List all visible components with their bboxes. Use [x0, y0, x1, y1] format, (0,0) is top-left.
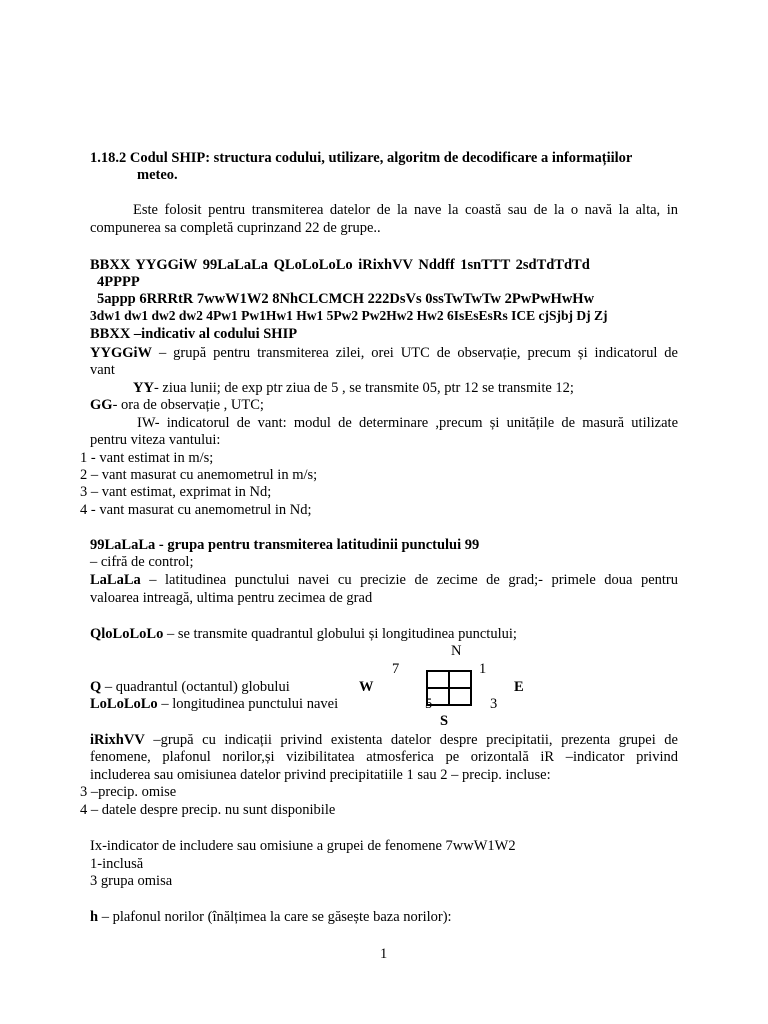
gg-desc: - ora de observație , UTC;: [112, 397, 264, 413]
gg-code: GG: [90, 397, 113, 413]
lon-definition: [90, 627, 517, 642]
quadrant-grid: [426, 670, 472, 706]
code-line: BBXX YYGGiW 99LaLaLa QLoLoLoLo iRixhVV Nddff 1snTTT 2sdTdTdTd: [90, 257, 590, 273]
lon-desc: – se transmite quadrantul globului și longitudinea punctului;: [163, 626, 517, 642]
code-line: 4PPPP: [97, 274, 140, 290]
yy-desc: - ziua lunii; de exp ptr ziua de 5 , se transmite 05, ptr 12 se transmite 12;: [153, 380, 574, 396]
list-item: 3 grupa omisa: [90, 873, 173, 889]
irix-desc: –grupă cu indicații privind existenta datelor despre precipitatii, prezenta grupei de: [144, 732, 678, 748]
irix-desc-cont: includerea sau omisiunea datelor privind precipitatiile 1 sau 2 – precip. incluse:: [90, 767, 551, 783]
lat-definition: [90, 573, 678, 588]
q-code: Q: [90, 679, 102, 695]
compass-w: W: [359, 679, 374, 695]
lat-code: LaLaLa: [90, 572, 141, 588]
intro-paragraph: Este folosit pentru transmiterea datelor de la nave la coastă sau de la o navă la alta, in: [133, 202, 678, 218]
quadrant-1: 1: [479, 661, 487, 677]
list-item: 3 – vant estimat, exprimat in Nd;: [80, 484, 272, 500]
section-heading: 1.18.2 Codul SHIP: structura codului, utilizare, algoritm de decodificare a informațiilor: [90, 150, 633, 166]
list-item: 2 – vant masurat cu anemometrul in m/s;: [80, 467, 318, 483]
lat-control: – cifră de control;: [90, 554, 194, 570]
lat-group-title: 99LaLaLa - grupa pentru transmiterea latitudinii punctului 99: [90, 537, 480, 553]
iw-definition: IW- indicatorul de vant: modul de determinare ,precum și unitățile de masură utilizate: [137, 415, 678, 431]
quadrant-5: 5: [425, 696, 433, 712]
irix-desc-cont: fenomene, plafonul norilor,și vizibilitatea atmosferica pe orizontală iR –indicator privind: [90, 749, 678, 765]
quadrant-3: 3: [490, 696, 498, 712]
code-line: 5appp 6RRRtR 7wwW1W2 8NhCLCMCH 222DsVs 0ssTwTwTw 2PwPwHwHw: [97, 291, 595, 307]
yyggiw-desc-cont: vant: [90, 362, 115, 378]
q-desc: – quadrantul (octantul) globului: [101, 679, 290, 695]
yyggiw-definition: [90, 346, 678, 361]
yyggiw-desc: – grupă pentru transmiterea zilei, orei UTC de observație, precum și indicatorul de: [152, 345, 678, 361]
yy-definition: [133, 381, 574, 396]
q-definition: [90, 680, 290, 695]
lo-desc: – longitudinea punctului navei: [157, 696, 339, 712]
ix-definition: Ix-indicator de includere sau omisiune a grupei de fenomene 7wwW1W2: [90, 838, 516, 854]
list-item: 1 - vant estimat in m/s;: [80, 450, 214, 466]
compass-n: N: [451, 643, 462, 659]
iw-definition-cont: pentru viteza vantului:: [90, 432, 221, 448]
gg-definition: [90, 398, 264, 413]
bbxx-definition: BBXX –indicativ al codului SHIP: [90, 326, 298, 342]
h-definition: [90, 910, 452, 925]
section-heading-cont: meteo.: [137, 167, 178, 183]
quadrant-7: 7: [392, 661, 400, 677]
code-line: 3dw1 dw1 dw2 dw2 4Pw1 Pw1Hw1 Hw1 5Pw2 Pw2Hw2 Hw2 6IsEsEsRs ICE cjSjbj Dj Zj: [90, 308, 608, 323]
irix-definition: [90, 733, 678, 748]
lo-definition: [90, 697, 338, 712]
list-item: 4 - vant masurat cu anemometrul in Nd;: [80, 502, 312, 518]
page-number: 1: [380, 946, 388, 962]
lon-code: QloLoLoLo: [90, 626, 164, 642]
grid-divider: [428, 687, 470, 689]
lat-desc: – latitudinea punctului navei cu precizie de zecime de grad;- primele doua pentru: [140, 572, 678, 588]
list-item: 1-inclusă: [90, 856, 144, 872]
lat-desc-cont: valoarea intreagă, ultima pentru zecimea de grad: [90, 590, 373, 606]
intro-paragraph-cont: compunerea sa completă cuprinzand 22 de grupe..: [90, 220, 381, 236]
yyggiw-code: YYGGiW: [90, 345, 153, 361]
lo-code: LoLoLoLo: [90, 696, 158, 712]
irix-code: iRixhVV: [90, 732, 145, 748]
list-item: 4 – datele despre precip. nu sunt disponibile: [80, 802, 336, 818]
h-desc: – plafonul norilor (înălțimea la care se găsește baza norilor):: [98, 909, 452, 925]
compass-s: S: [440, 713, 449, 729]
h-code: h: [90, 909, 99, 925]
yy-code: YY: [133, 380, 154, 396]
compass-e: E: [514, 679, 524, 695]
list-item: 3 –precip. omise: [80, 784, 177, 800]
